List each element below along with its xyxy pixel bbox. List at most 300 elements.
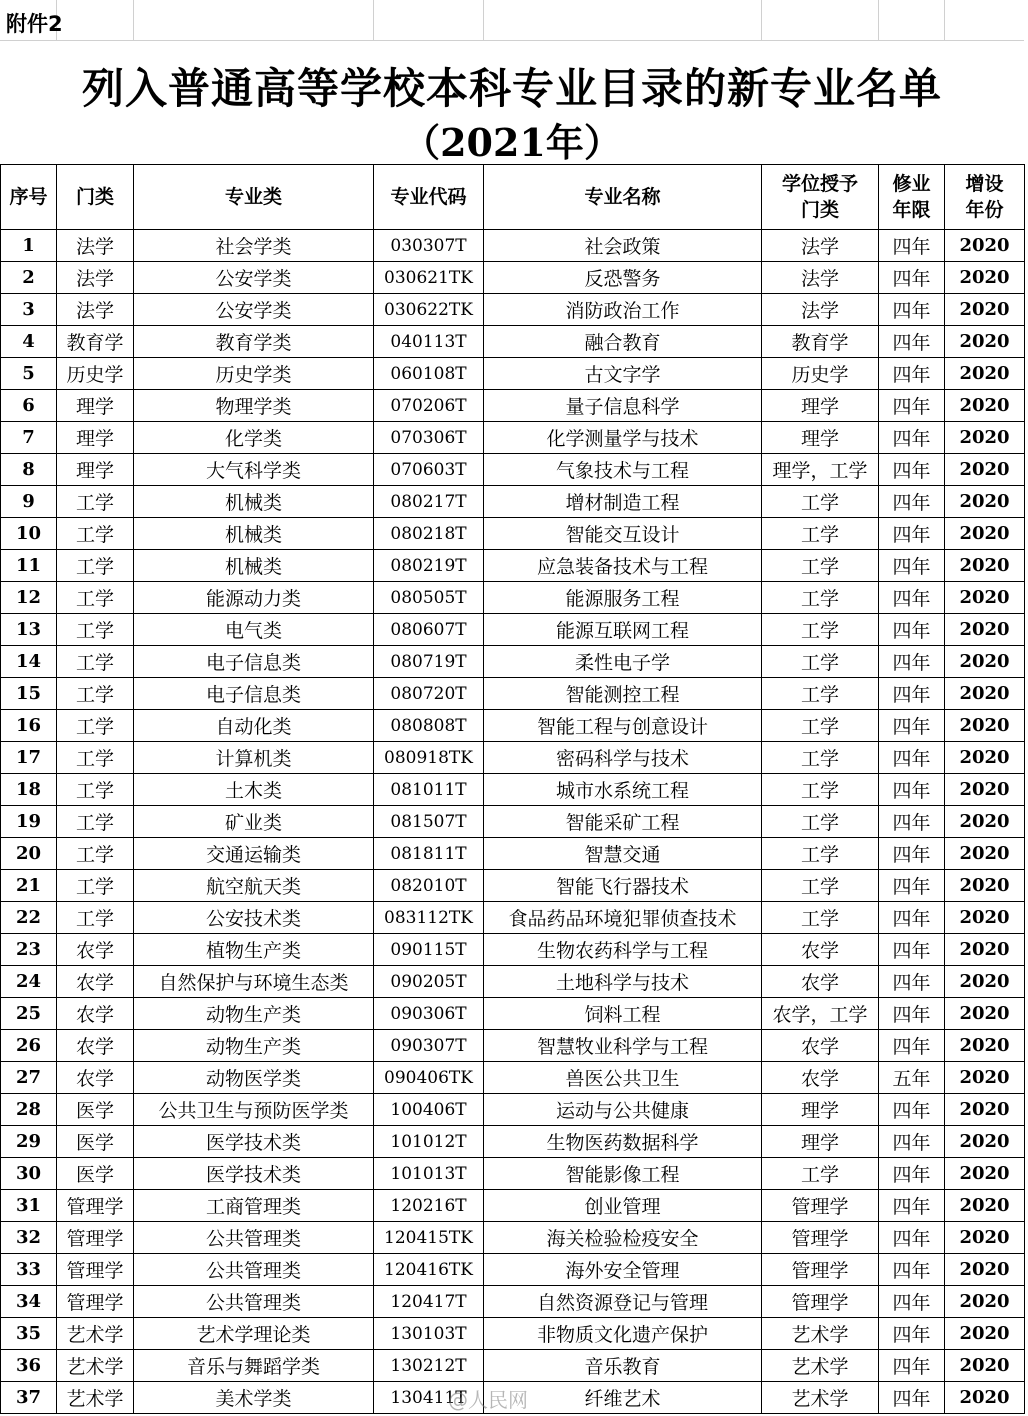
cell-col-major-name: 自然资源登记与管理 (484, 1286, 762, 1318)
cell-col-category: 医学 (57, 1126, 134, 1158)
cell-col-category: 医学 (57, 1158, 134, 1190)
cell-col-year-added: 2020 (945, 710, 1025, 742)
cell-col-index: 26 (1, 1030, 57, 1062)
cell-col-major-name: 社会政策 (484, 230, 762, 262)
cell-col-major-class: 化学类 (134, 422, 374, 454)
cell-col-degree-category: 工学 (762, 678, 879, 710)
cell-col-degree-category: 法学 (762, 294, 879, 326)
table-row (1, 902, 1025, 934)
cell-col-category: 工学 (57, 486, 134, 518)
cell-col-degree-category: 工学 (762, 582, 879, 614)
cell-col-year-added: 2020 (945, 390, 1025, 422)
cell-col-major-code: 081011T (374, 774, 484, 806)
cell-col-duration: 四年 (879, 486, 945, 518)
cell-col-major-class: 航空航天类 (134, 870, 374, 902)
header-col-year-added: 增设年份 (945, 165, 1025, 230)
cell-col-year-added: 2020 (945, 582, 1025, 614)
cell-col-category: 农学 (57, 934, 134, 966)
cell-col-major-name: 量子信息科学 (484, 390, 762, 422)
cell-col-duration: 四年 (879, 1254, 945, 1286)
cell-col-degree-category: 工学 (762, 902, 879, 934)
cell-col-major-name: 智慧牧业科学与工程 (484, 1030, 762, 1062)
table-row (1, 326, 1025, 358)
header-col-degree-category: 学位授予门类 (762, 165, 879, 230)
table-row (1, 390, 1025, 422)
cell-col-year-added: 2020 (945, 614, 1025, 646)
cell-col-major-name: 食品药品环境犯罪侦查技术 (484, 902, 762, 934)
grid-line (133, 0, 134, 40)
cell-col-degree-category: 工学 (762, 486, 879, 518)
title-area (0, 0, 1024, 164)
cell-col-major-class: 公共卫生与预防医学类 (134, 1094, 374, 1126)
cell-col-major-code: 081811T (374, 838, 484, 870)
table-row (1, 294, 1025, 326)
cell-col-index: 20 (1, 838, 57, 870)
table-row (1, 806, 1025, 838)
cell-col-category: 艺术学 (57, 1350, 134, 1382)
cell-col-category: 农学 (57, 966, 134, 998)
cell-col-major-name: 纤维艺术 (484, 1382, 762, 1414)
cell-col-major-class: 动物生产类 (134, 998, 374, 1030)
cell-col-category: 农学 (57, 998, 134, 1030)
cell-col-year-added: 2020 (945, 1094, 1025, 1126)
cell-col-major-class: 公安学类 (134, 262, 374, 294)
cell-col-degree-category: 农学 (762, 1030, 879, 1062)
cell-col-degree-category: 历史学 (762, 358, 879, 390)
grid-line (761, 0, 762, 40)
cell-col-major-name: 气象技术与工程 (484, 454, 762, 486)
cell-col-category: 工学 (57, 614, 134, 646)
cell-col-major-code: 080217T (374, 486, 484, 518)
table-row (1, 1350, 1025, 1382)
table-row (1, 1030, 1025, 1062)
cell-col-year-added: 2020 (945, 1190, 1025, 1222)
cell-col-degree-category: 农学 (762, 934, 879, 966)
cell-col-index: 14 (1, 646, 57, 678)
table-row (1, 774, 1025, 806)
cell-col-category: 理学 (57, 454, 134, 486)
cell-col-category: 工学 (57, 774, 134, 806)
cell-col-duration: 四年 (879, 1222, 945, 1254)
cell-col-year-added: 2020 (945, 358, 1025, 390)
cell-col-major-code: 090307T (374, 1030, 484, 1062)
cell-col-year-added: 2020 (945, 454, 1025, 486)
cell-col-duration: 四年 (879, 774, 945, 806)
cell-col-major-code: 130212T (374, 1350, 484, 1382)
cell-col-degree-category: 工学 (762, 838, 879, 870)
cell-col-year-added: 2020 (945, 934, 1025, 966)
cell-col-year-added: 2020 (945, 1126, 1025, 1158)
cell-col-year-added: 2020 (945, 486, 1025, 518)
table-row (1, 870, 1025, 902)
cell-col-duration: 四年 (879, 1286, 945, 1318)
page-subtitle-year: （2021年） (402, 120, 622, 165)
cell-col-duration: 四年 (879, 678, 945, 710)
cell-col-year-added: 2020 (945, 806, 1025, 838)
cell-col-category: 工学 (57, 646, 134, 678)
cell-col-major-name: 兽医公共卫生 (484, 1062, 762, 1094)
header-col-major-class: 专业类 (134, 165, 374, 230)
cell-col-major-class: 教育学类 (134, 326, 374, 358)
cell-col-category: 管理学 (57, 1222, 134, 1254)
table-body (1, 230, 1025, 1414)
cell-col-major-name: 生物医药数据科学 (484, 1126, 762, 1158)
cell-col-duration: 四年 (879, 550, 945, 582)
cell-col-major-class: 机械类 (134, 550, 374, 582)
cell-col-duration: 四年 (879, 1030, 945, 1062)
cell-col-index: 28 (1, 1094, 57, 1126)
cell-col-major-class: 机械类 (134, 486, 374, 518)
cell-col-degree-category: 工学 (762, 774, 879, 806)
cell-col-degree-category: 工学 (762, 1158, 879, 1190)
cell-col-degree-category: 理学，工学 (762, 454, 879, 486)
cell-col-year-added: 2020 (945, 1254, 1025, 1286)
cell-col-duration: 四年 (879, 966, 945, 998)
cell-col-major-name: 海关检验检疫安全 (484, 1222, 762, 1254)
cell-col-major-name: 能源服务工程 (484, 582, 762, 614)
table-row (1, 1190, 1025, 1222)
table-row (1, 710, 1025, 742)
cell-col-major-code: 080918TK (374, 742, 484, 774)
cell-col-year-added: 2020 (945, 1030, 1025, 1062)
cell-col-duration: 四年 (879, 518, 945, 550)
cell-col-index: 37 (1, 1382, 57, 1414)
cell-col-major-name: 非物质文化遗产保护 (484, 1318, 762, 1350)
header-col-major-code: 专业代码 (374, 165, 484, 230)
table-row (1, 998, 1025, 1030)
cell-col-duration: 四年 (879, 934, 945, 966)
cell-col-category: 历史学 (57, 358, 134, 390)
table-header-row (1, 165, 1025, 230)
cell-col-major-code: 070306T (374, 422, 484, 454)
cell-col-major-code: 070206T (374, 390, 484, 422)
cell-col-major-name: 生物农药科学与工程 (484, 934, 762, 966)
cell-col-degree-category: 农学 (762, 966, 879, 998)
cell-col-year-added: 2020 (945, 646, 1025, 678)
cell-col-major-code: 040113T (374, 326, 484, 358)
header-col-index: 序号 (1, 165, 57, 230)
cell-col-index: 36 (1, 1350, 57, 1382)
cell-col-major-name: 柔性电子学 (484, 646, 762, 678)
cell-col-category: 工学 (57, 582, 134, 614)
table-row (1, 1318, 1025, 1350)
cell-col-major-code: 090406TK (374, 1062, 484, 1094)
cell-col-major-code: 083112TK (374, 902, 484, 934)
cell-col-year-added: 2020 (945, 742, 1025, 774)
cell-col-category: 艺术学 (57, 1382, 134, 1414)
cell-col-index: 30 (1, 1158, 57, 1190)
cell-col-year-added: 2020 (945, 1062, 1025, 1094)
table-row (1, 262, 1025, 294)
cell-col-major-code: 100406T (374, 1094, 484, 1126)
grid-line (878, 0, 879, 40)
header-col-major-name: 专业名称 (484, 165, 762, 230)
cell-col-index: 7 (1, 422, 57, 454)
cell-col-major-code: 030307T (374, 230, 484, 262)
cell-col-year-added: 2020 (945, 422, 1025, 454)
cell-col-duration: 四年 (879, 1094, 945, 1126)
table-row (1, 646, 1025, 678)
cell-col-category: 工学 (57, 838, 134, 870)
cell-col-duration: 四年 (879, 902, 945, 934)
table-row (1, 742, 1025, 774)
table-row (1, 614, 1025, 646)
grid-line (373, 0, 374, 40)
cell-col-major-code: 080719T (374, 646, 484, 678)
cell-col-duration: 四年 (879, 1382, 945, 1414)
cell-col-major-code: 080505T (374, 582, 484, 614)
cell-col-degree-category: 艺术学 (762, 1318, 879, 1350)
cell-col-major-class: 电子信息类 (134, 678, 374, 710)
cell-col-index: 19 (1, 806, 57, 838)
table-row (1, 1286, 1025, 1318)
cell-col-major-code: 080218T (374, 518, 484, 550)
cell-col-major-class: 计算机类 (134, 742, 374, 774)
cell-col-degree-category: 工学 (762, 870, 879, 902)
cell-col-major-name: 智能交互设计 (484, 518, 762, 550)
cell-col-major-code: 120216T (374, 1190, 484, 1222)
cell-col-major-code: 060108T (374, 358, 484, 390)
cell-col-year-added: 2020 (945, 518, 1025, 550)
grid-line (944, 0, 945, 40)
cell-col-index: 27 (1, 1062, 57, 1094)
cell-col-index: 23 (1, 934, 57, 966)
watermark: @人民网 (448, 1388, 528, 1412)
cell-col-major-code: 090306T (374, 998, 484, 1030)
cell-col-major-name: 融合教育 (484, 326, 762, 358)
cell-col-major-code: 120415TK (374, 1222, 484, 1254)
cell-col-category: 工学 (57, 710, 134, 742)
cell-col-duration: 四年 (879, 1158, 945, 1190)
cell-col-category: 工学 (57, 806, 134, 838)
cell-col-major-class: 医学技术类 (134, 1158, 374, 1190)
cell-col-major-code: 070603T (374, 454, 484, 486)
cell-col-category: 工学 (57, 742, 134, 774)
cell-col-index: 12 (1, 582, 57, 614)
cell-col-year-added: 2020 (945, 902, 1025, 934)
cell-col-major-class: 动物生产类 (134, 1030, 374, 1062)
cell-col-major-class: 大气科学类 (134, 454, 374, 486)
cell-col-index: 35 (1, 1318, 57, 1350)
cell-col-major-class: 医学技术类 (134, 1126, 374, 1158)
grid-line (483, 0, 484, 40)
cell-col-year-added: 2020 (945, 1350, 1025, 1382)
cell-col-duration: 四年 (879, 646, 945, 678)
cell-col-index: 22 (1, 902, 57, 934)
cell-col-category: 理学 (57, 422, 134, 454)
table-row (1, 518, 1025, 550)
cell-col-index: 4 (1, 326, 57, 358)
cell-col-index: 32 (1, 1222, 57, 1254)
table-row (1, 486, 1025, 518)
cell-col-major-name: 智能采矿工程 (484, 806, 762, 838)
cell-col-index: 29 (1, 1126, 57, 1158)
cell-col-category: 法学 (57, 294, 134, 326)
cell-col-year-added: 2020 (945, 262, 1025, 294)
table-row (1, 1254, 1025, 1286)
cell-col-index: 24 (1, 966, 57, 998)
cell-col-category: 工学 (57, 902, 134, 934)
cell-col-year-added: 2020 (945, 998, 1025, 1030)
cell-col-year-added: 2020 (945, 1222, 1025, 1254)
cell-col-major-class: 自动化类 (134, 710, 374, 742)
cell-col-major-name: 古文字学 (484, 358, 762, 390)
cell-col-major-name: 智能飞行器技术 (484, 870, 762, 902)
cell-col-degree-category: 艺术学 (762, 1382, 879, 1414)
cell-col-index: 10 (1, 518, 57, 550)
cell-col-duration: 四年 (879, 358, 945, 390)
table-row (1, 358, 1025, 390)
cell-col-year-added: 2020 (945, 774, 1025, 806)
cell-col-major-code: 080607T (374, 614, 484, 646)
cell-col-category: 医学 (57, 1094, 134, 1126)
cell-col-duration: 四年 (879, 262, 945, 294)
cell-col-category: 工学 (57, 678, 134, 710)
cell-col-category: 理学 (57, 390, 134, 422)
cell-col-major-name: 音乐教育 (484, 1350, 762, 1382)
cell-col-major-class: 历史学类 (134, 358, 374, 390)
cell-col-index: 21 (1, 870, 57, 902)
cell-col-major-class: 公共管理类 (134, 1222, 374, 1254)
cell-col-major-class: 交通运输类 (134, 838, 374, 870)
cell-col-degree-category: 管理学 (762, 1286, 879, 1318)
cell-col-major-name: 土地科学与技术 (484, 966, 762, 998)
cell-col-duration: 四年 (879, 998, 945, 1030)
cell-col-year-added: 2020 (945, 1158, 1025, 1190)
table-row (1, 1158, 1025, 1190)
cell-col-major-name: 城市水系统工程 (484, 774, 762, 806)
cell-col-category: 工学 (57, 550, 134, 582)
cell-col-major-name: 饲料工程 (484, 998, 762, 1030)
cell-col-major-class: 物理学类 (134, 390, 374, 422)
cell-col-major-class: 机械类 (134, 518, 374, 550)
cell-col-major-code: 081507T (374, 806, 484, 838)
cell-col-index: 16 (1, 710, 57, 742)
cell-col-major-class: 公安技术类 (134, 902, 374, 934)
cell-col-major-name: 海外安全管理 (484, 1254, 762, 1286)
cell-col-major-name: 运动与公共健康 (484, 1094, 762, 1126)
table-row (1, 454, 1025, 486)
cell-col-major-class: 土木类 (134, 774, 374, 806)
cell-col-degree-category: 农学 (762, 1062, 879, 1094)
table-row (1, 838, 1025, 870)
cell-col-category: 管理学 (57, 1190, 134, 1222)
cell-col-degree-category: 法学 (762, 230, 879, 262)
cell-col-major-name: 智能影像工程 (484, 1158, 762, 1190)
cell-col-category: 农学 (57, 1062, 134, 1094)
cell-col-degree-category: 教育学 (762, 326, 879, 358)
cell-col-major-class: 美术学类 (134, 1382, 374, 1414)
table-row (1, 230, 1025, 262)
table-row (1, 550, 1025, 582)
cell-col-major-code: 082010T (374, 870, 484, 902)
cell-col-degree-category: 理学 (762, 1094, 879, 1126)
cell-col-major-name: 消防政治工作 (484, 294, 762, 326)
cell-col-year-added: 2020 (945, 678, 1025, 710)
cell-col-major-class: 电气类 (134, 614, 374, 646)
cell-col-category: 工学 (57, 870, 134, 902)
cell-col-duration: 五年 (879, 1062, 945, 1094)
table-row (1, 934, 1025, 966)
cell-col-major-name: 能源互联网工程 (484, 614, 762, 646)
cell-col-major-code: 080808T (374, 710, 484, 742)
cell-col-duration: 四年 (879, 1190, 945, 1222)
table-row (1, 422, 1025, 454)
cell-col-index: 15 (1, 678, 57, 710)
cell-col-degree-category: 工学 (762, 518, 879, 550)
cell-col-major-code: 080720T (374, 678, 484, 710)
cell-col-major-name: 反恐警务 (484, 262, 762, 294)
majors-table (0, 164, 1025, 1414)
cell-col-year-added: 2020 (945, 294, 1025, 326)
cell-col-degree-category: 工学 (762, 806, 879, 838)
table-row (1, 678, 1025, 710)
cell-col-major-class: 音乐与舞蹈学类 (134, 1350, 374, 1382)
cell-col-major-name: 增材制造工程 (484, 486, 762, 518)
cell-col-major-class: 电子信息类 (134, 646, 374, 678)
cell-col-index: 13 (1, 614, 57, 646)
cell-col-degree-category: 管理学 (762, 1190, 879, 1222)
cell-col-major-code: 130103T (374, 1318, 484, 1350)
cell-col-major-code: 090205T (374, 966, 484, 998)
header-col-duration: 修业年限 (879, 165, 945, 230)
cell-col-category: 教育学 (57, 326, 134, 358)
cell-col-degree-category: 理学 (762, 422, 879, 454)
cell-col-major-name: 化学测量学与技术 (484, 422, 762, 454)
cell-col-index: 6 (1, 390, 57, 422)
cell-col-major-name: 智能测控工程 (484, 678, 762, 710)
cell-col-major-code: 120416TK (374, 1254, 484, 1286)
header-col-category: 门类 (57, 165, 134, 230)
cell-col-degree-category: 工学 (762, 646, 879, 678)
cell-col-year-added: 2020 (945, 326, 1025, 358)
cell-col-index: 1 (1, 230, 57, 262)
cell-col-index: 33 (1, 1254, 57, 1286)
cell-col-year-added: 2020 (945, 230, 1025, 262)
cell-col-degree-category: 工学 (762, 742, 879, 774)
cell-col-year-added: 2020 (945, 550, 1025, 582)
cell-col-major-class: 社会学类 (134, 230, 374, 262)
cell-col-major-class: 植物生产类 (134, 934, 374, 966)
cell-col-degree-category: 艺术学 (762, 1350, 879, 1382)
cell-col-duration: 四年 (879, 454, 945, 486)
cell-col-duration: 四年 (879, 326, 945, 358)
cell-col-major-code: 030622TK (374, 294, 484, 326)
cell-col-major-code: 080219T (374, 550, 484, 582)
cell-col-major-class: 动物医学类 (134, 1062, 374, 1094)
cell-col-degree-category: 理学 (762, 390, 879, 422)
table-row (1, 1094, 1025, 1126)
cell-col-degree-category: 理学 (762, 1126, 879, 1158)
cell-col-major-code: 101012T (374, 1126, 484, 1158)
cell-col-index: 34 (1, 1286, 57, 1318)
cell-col-degree-category: 法学 (762, 262, 879, 294)
cell-col-duration: 四年 (879, 582, 945, 614)
cell-col-category: 法学 (57, 230, 134, 262)
cell-col-duration: 四年 (879, 614, 945, 646)
cell-col-duration: 四年 (879, 1318, 945, 1350)
table-row (1, 1222, 1025, 1254)
cell-col-degree-category: 管理学 (762, 1222, 879, 1254)
cell-col-major-class: 公共管理类 (134, 1254, 374, 1286)
cell-col-duration: 四年 (879, 742, 945, 774)
cell-col-duration: 四年 (879, 1350, 945, 1382)
cell-col-degree-category: 工学 (762, 614, 879, 646)
cell-col-duration: 四年 (879, 1126, 945, 1158)
cell-col-major-class: 自然保护与环境生态类 (134, 966, 374, 998)
cell-col-major-class: 工商管理类 (134, 1190, 374, 1222)
cell-col-duration: 四年 (879, 230, 945, 262)
